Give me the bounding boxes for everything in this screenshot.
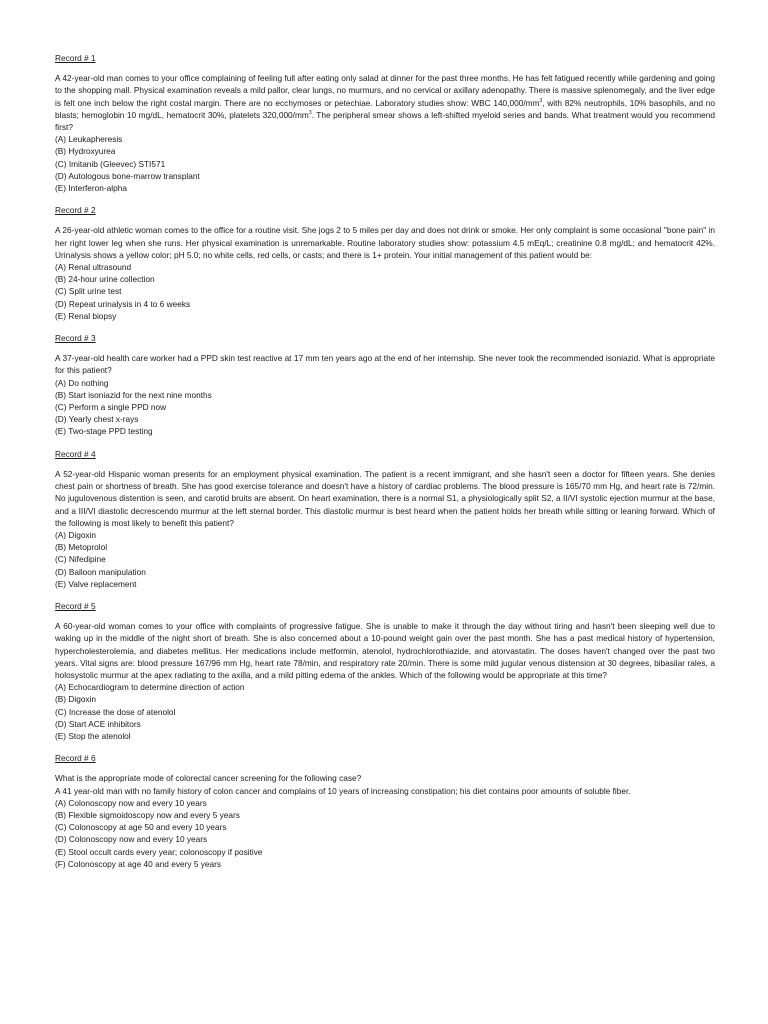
answer-option: (D) Start ACE inhibitors — [55, 718, 141, 729]
record-stem: A 42-year-old man comes to your office complaining of feeling full after eating only salad at dinner for the past three months. He has felt fatigued recently while gardening and going to the shopping mall. Physical examination reveals a mild pallor, clear lungs, no murmurs, and no cervical or axillary adenopathy. There is massive splenomegaly, and the liver edge is felt one inch below the right costal margin. There are no ecchymoses or petechiae. Laboratory studies show: WBC $140,000/mm^3$, with 82% neutrophils, 10% basophils, and no blasts; hemoglobin 10 mg/dL, hematocrit 30%, platelets $320,000/mm^3$. The peripheral smear shows a left-shifted myeloid series and bands. What treatment would you recommend first? — [55, 73, 715, 133]
answer-option: (A) Do nothing — [55, 377, 109, 388]
answer-option: (A) Renal ultrasound — [55, 262, 132, 273]
record-1 — [55, 52, 715, 194]
record-2 — [55, 204, 715, 322]
answer-option: (E) Two-stage PPD testing — [55, 426, 153, 437]
answer-option: (E) Interferon-alpha — [55, 183, 127, 194]
answer-option: (D) Balloon manipulation — [55, 566, 146, 577]
record-heading: Record # 2 — [55, 205, 96, 216]
answer-option: (B) Flexible sigmoidoscopy now and every 5 years — [55, 809, 240, 820]
answer-option: (A) Digoxin — [55, 529, 97, 540]
answer-option: (A) Leukapheresis — [55, 134, 123, 145]
answer-option: (C) Split urine test — [55, 286, 122, 297]
answer-option: (C) Nifedipine — [55, 554, 106, 565]
record-stem: A 26-year-old athletic woman comes to the office for a routine visit. She jogs 2 to 5 miles per day and does not drink or smoke. Her only complaint is some occasional "bone pain" in her right lower leg when she runs. Her physical examination is unremarkable. Routine laboratory studies show: potassium 4.5 mEq/L; creatinine 0.8 mg/dL; and hematocrit 42%. Urinalysis shows a yellow color; pH 5.0; no white cells, red cells, or casts; and there is 1+ protein. Your initial management of this patient would be: — [55, 225, 715, 260]
record-stem: A 60-year-old woman comes to your office with complaints of progressive fatigue. She is unable to make it through the day without tiring and hasn't been sleeping well due to waking up in the middle of the night short of breath. She is also concerned about a 10-pound weight gain over the past month. She has a past medical history of hypertension, hypercholesterolemia, and diabetes mellitus. Her medications include metformin, atenolol, hydrochlorothiazide, and atorvastatin. The doses haven't changed over the past two years. Vital signs are: blood pressure 167/96 mm Hg, heart rate 78/min, and respiratory rate 20/min. There is some mild jugular venous distension at 30 degrees, bibasilar rales, a holosystolic murmur at the apex radiating to the axilla, and a mild pitting edema of the ankles. Which of the following would be appropriate at this time? — [55, 621, 715, 680]
record-heading: Record # 5 — [55, 600, 96, 611]
record-heading: Record # 4 — [55, 448, 96, 459]
record-heading: Record # 1 — [55, 53, 96, 63]
record-question: What is the appropriate mode of colorectal cancer screening for the following case? — [55, 773, 362, 784]
record-heading: Record # 3 — [55, 333, 96, 344]
answer-option: (F) Colonoscopy at age 40 and every 5 years — [55, 858, 222, 869]
answer-option: (D) Yearly chest x-rays — [55, 414, 139, 425]
answer-option: (A) Colonoscopy now and every 10 years — [55, 797, 207, 808]
record-6 — [55, 752, 715, 870]
answer-option: (C) Colonoscopy at age 50 and every 10 years — [55, 822, 227, 833]
record-case: A 41 year-old man with no family history of colon cancer and complains of 10 years of increasing constipation; his diet contains poor amounts of soluble fiber. — [55, 785, 631, 796]
document-page — [55, 52, 715, 880]
answer-option: (E) Renal biopsy — [55, 310, 117, 321]
answer-option: (C) Imitanib (Gleevec) STI571 — [55, 158, 166, 169]
answer-option: (D) Autologous bone-marrow transplant — [55, 170, 200, 181]
answer-option: (D) Colonoscopy now and every 10 years — [55, 834, 208, 845]
record-stem: A 52-year-old Hispanic woman presents for an employment physical examination. The patient is a recent immigrant, and she hasn't seen a doctor for fifteen years. She denies chest pain or shortness of breath. She has good exercise tolerance and doesn't have a history of cardiac problems. The blood pressure is 165/70 mm Hg, and heart rate is 72/min. No jugulovenous distention is seen, and carotid bruits are absent. On heart examination, there is a normal S1, a physiologically split S2, a II/VI systolic ejection murmur at the base, and a III/VI diastolic decrescendo murmur at the left sternal border. This diastolic murmur is best heard when the patient holds her breath while sitting or leaning forward. Which of the following is most likely to benefit this patient? — [55, 468, 715, 528]
answer-option: (E) Stop the atenolol — [55, 730, 131, 741]
answer-option: (B) 24-hour urine collection — [55, 274, 155, 285]
answer-option: (B) Metoprolol — [55, 542, 108, 553]
answer-option: (C) Increase the dose of atenolol — [55, 706, 176, 717]
answer-option: (A) Echocardiogram to determine direction of action — [55, 682, 245, 693]
answer-option: (B) Hydroxyurea — [55, 146, 116, 157]
record-heading: Record # 6 — [55, 753, 96, 764]
answer-option: (B) Start isoniazid for the next nine months — [55, 389, 212, 400]
answer-option: (C) Perform a single PPD now — [55, 402, 167, 413]
answer-option: (E) Stool occult cards every year; colonoscopy if positive — [55, 846, 263, 857]
answer-option: (B) Digoxin — [55, 694, 97, 705]
record-4 — [55, 448, 715, 590]
record-3 — [55, 332, 715, 438]
record-stem: A 37-year-old health care worker had a PPD skin test reactive at 17 mm ten years ago at the end of her internship. She never took the recommended isoniazid. What is appropriate for this patient? — [55, 353, 715, 376]
record-5 — [55, 600, 715, 742]
answer-option: (D) Repeat urinalysis in 4 to 6 weeks — [55, 298, 191, 309]
answer-option: (E) Valve replacement — [55, 578, 137, 589]
